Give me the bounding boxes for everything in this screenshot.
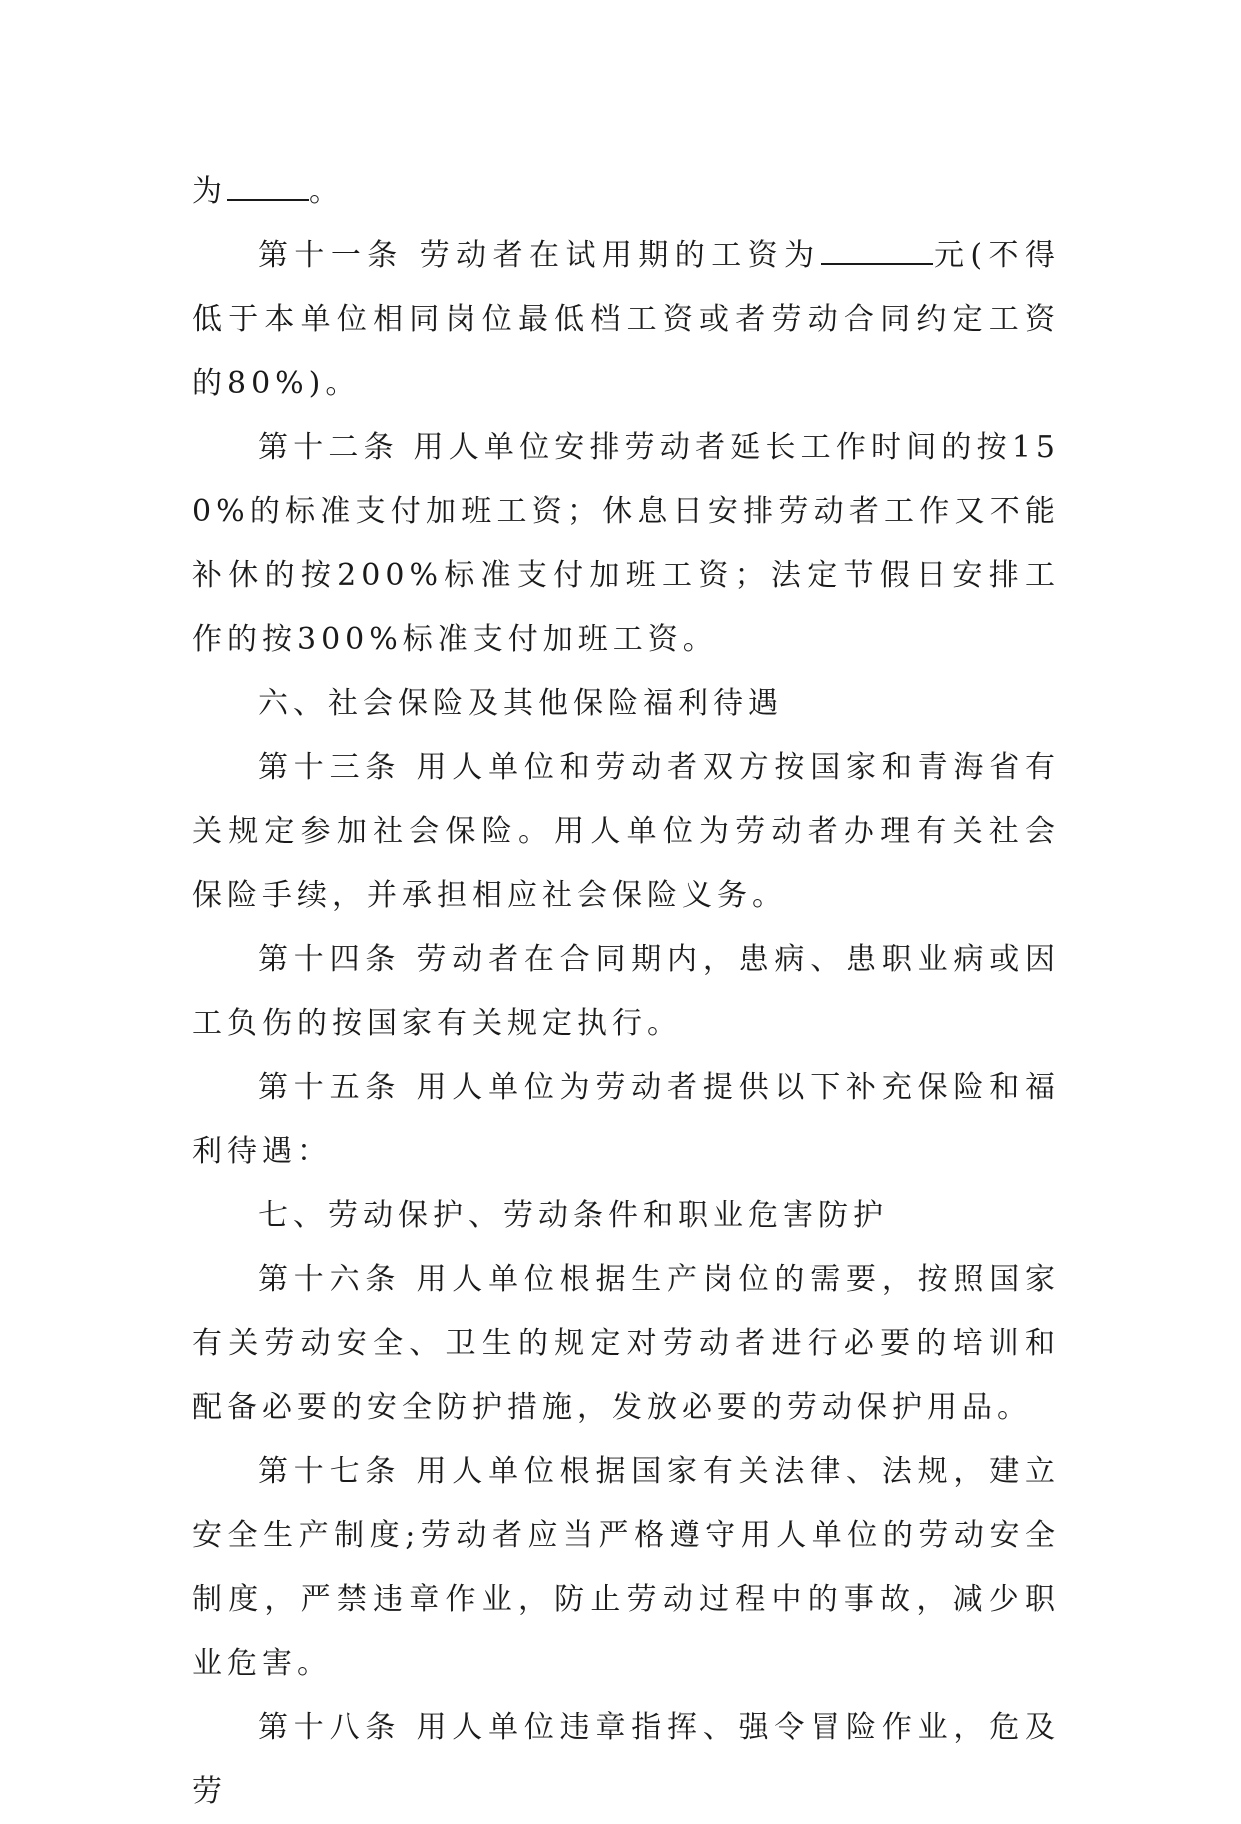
article-11 xyxy=(192,224,1060,416)
document-body xyxy=(192,160,1060,1824)
article-15: 第十五条 用人单位为劳动者提供以下补充保险和福利待遇： xyxy=(192,1070,1060,1169)
article-16: 第十六条 用人单位根据生产岗位的需要，按照国家有关劳动安全、卫生的规定对劳动者进行必要的培训和配备必要的安全防护措施，发放必要的劳动保护用品。 xyxy=(192,1262,1060,1425)
article-11-prefix: 第十一条 劳动者在试用期的工资为 xyxy=(258,238,821,273)
article-17: 第十七条 用人单位根据国家有关法律、法规，建立安全生产制度;劳动者应当严格遵守用人单位的劳动安全制度，严禁违章作业，防止劳动过程中的事故，减少职业危害。 xyxy=(192,1454,1060,1681)
fill-in-blank xyxy=(227,173,309,201)
section-heading-6: 六、社会保险及其他保险福利待遇 xyxy=(258,686,783,721)
article-12: 第十二条 用人单位安排劳动者延长工作时间的按150%的标准支付加班工资；休息日安排劳动者工作又不能补休的按200%标准支付加班工资；法定节假日安排工作的按300%标准支付加班工资。 xyxy=(192,430,1060,657)
article-13: 第十三条 用人单位和劳动者双方按国家和青海省有关规定参加社会保险。用人单位为劳动者办理有关社会保险手续，并承担相应社会保险义务。 xyxy=(192,750,1060,913)
probation-wage-blank xyxy=(821,237,933,265)
section-heading-7: 七、劳动保护、劳动条件和职业危害防护 xyxy=(258,1198,888,1233)
paragraph-continuation xyxy=(192,160,1060,224)
article-11-suffix: 元(不得低于本单位相同岗位最低档工资或者劳动合同约定工资的80%)。 xyxy=(192,238,1060,401)
article-14: 第十四条 劳动者在合同期内，患病、患职业病或因工负伤的按国家有关规定执行。 xyxy=(192,942,1060,1041)
paragraph-continuation-suffix: 。 xyxy=(309,174,344,209)
paragraph-continuation-prefix: 为 xyxy=(192,174,227,209)
article-18: 第十八条 用人单位违章指挥、强令冒险作业，危及劳 xyxy=(192,1710,1060,1809)
